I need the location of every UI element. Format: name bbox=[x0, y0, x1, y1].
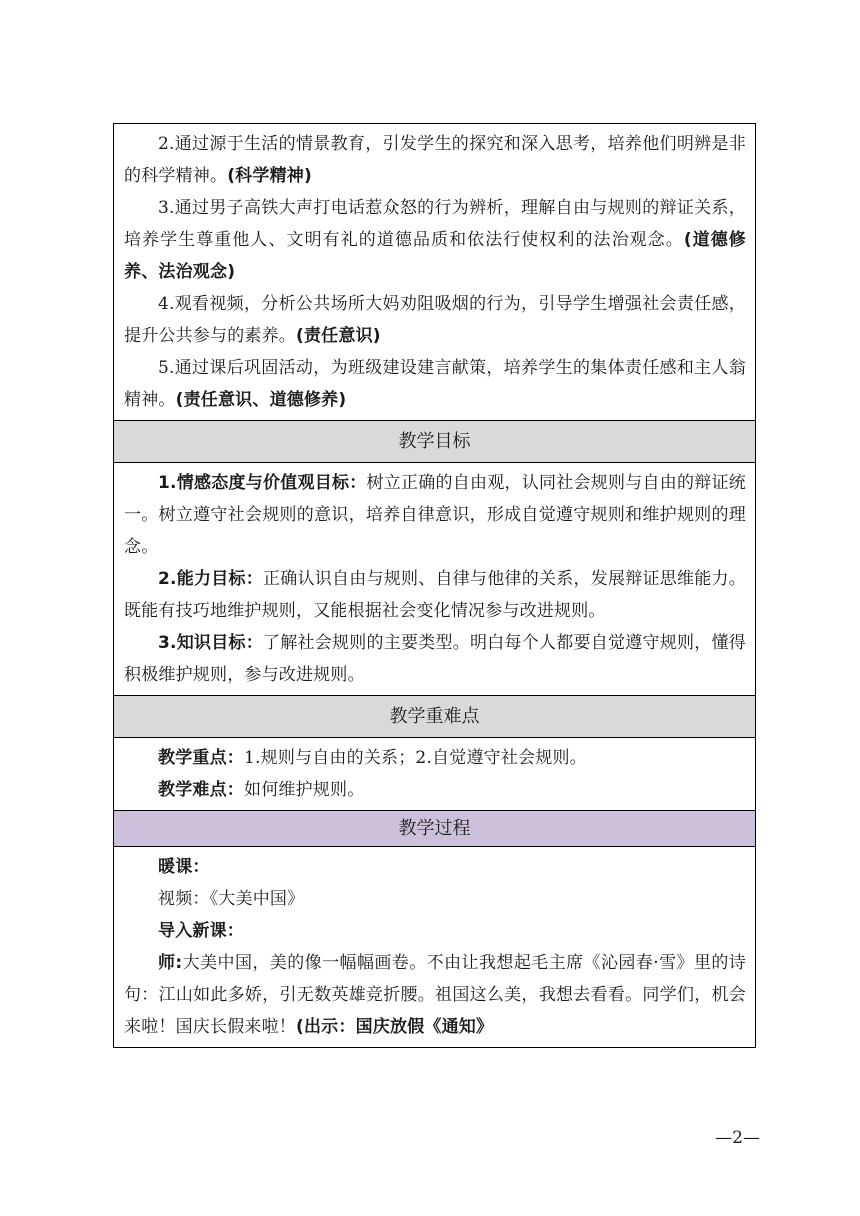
intro-label: 导入新课： bbox=[158, 921, 244, 941]
teaching-goals bbox=[114, 463, 755, 696]
teacher-speech: 师:大美中国，美的像一幅幅画卷。不由让我想起毛主席《沁园春·雪》里的诗句：江山如此多娇，引无数英雄竞折腰。祖国这么美，我想去看看。同学们，机会来啦！国庆长假来啦！(出示：国庆放假《通知》 bbox=[124, 953, 746, 1037]
goal-item: 3.知识目标：了解社会规则的主要类型。明白每个人都要自觉遵守规则，懂得积极维护规则，参与改进规则。 bbox=[124, 633, 746, 685]
goal-item: 1.情感态度与价值观目标：树立正确的自由观，认同社会规则与自由的辩证统一。树立遵守社会规则的意识，培养自律意识，形成自觉遵守规则和维护规则的理念。 bbox=[124, 473, 746, 557]
warmup-label: 暖课： bbox=[158, 857, 210, 877]
teaching-process bbox=[114, 847, 755, 1047]
section-header-process: 教学过程 bbox=[114, 811, 755, 847]
key-point: 教学重点：1.规则与自由的关系；2.自觉遵守社会规则。 bbox=[158, 748, 587, 768]
section-header-keypoints: 教学重难点 bbox=[114, 696, 755, 738]
core-literacy-goals bbox=[114, 124, 755, 421]
goal-item: 3.通过男子高铁大声打电话惹众怒的行为辨析，理解自由与规则的辩证关系，培养学生尊重他人、文明有礼的道德品质和依法行使权利的法治观念。(道德修养、法治观念) bbox=[124, 198, 746, 282]
lesson-plan-table bbox=[113, 123, 756, 1048]
goal-item: 2.通过源于生活的情景教育，引发学生的探究和深入思考，培养他们明辨是非的科学精神。(科学精神) bbox=[124, 134, 746, 186]
video-line: 视频：《大美中国》 bbox=[158, 889, 305, 909]
difficult-point: 教学难点：如何维护规则。 bbox=[158, 780, 365, 800]
goal-item: 2.能力目标：正确认识自由与规则、自律与他律的关系，发展辩证思维能力。既能有技巧地维护规则，又能根据社会变化情况参与改进规则。 bbox=[124, 569, 746, 621]
goal-item: 5.通过课后巩固活动，为班级建设建言献策，培养学生的集体责任感和主人翁精神。(责任意识、道德修养) bbox=[124, 358, 746, 410]
section-header-goals: 教学目标 bbox=[114, 421, 755, 463]
goal-item: 4.观看视频，分析公共场所大妈劝阻吸烟的行为，引导学生增强社会责任感，提升公共参与的素养。(责任意识) bbox=[124, 294, 746, 346]
page-number: —2— bbox=[715, 1128, 760, 1148]
key-difficult-points bbox=[114, 738, 755, 811]
